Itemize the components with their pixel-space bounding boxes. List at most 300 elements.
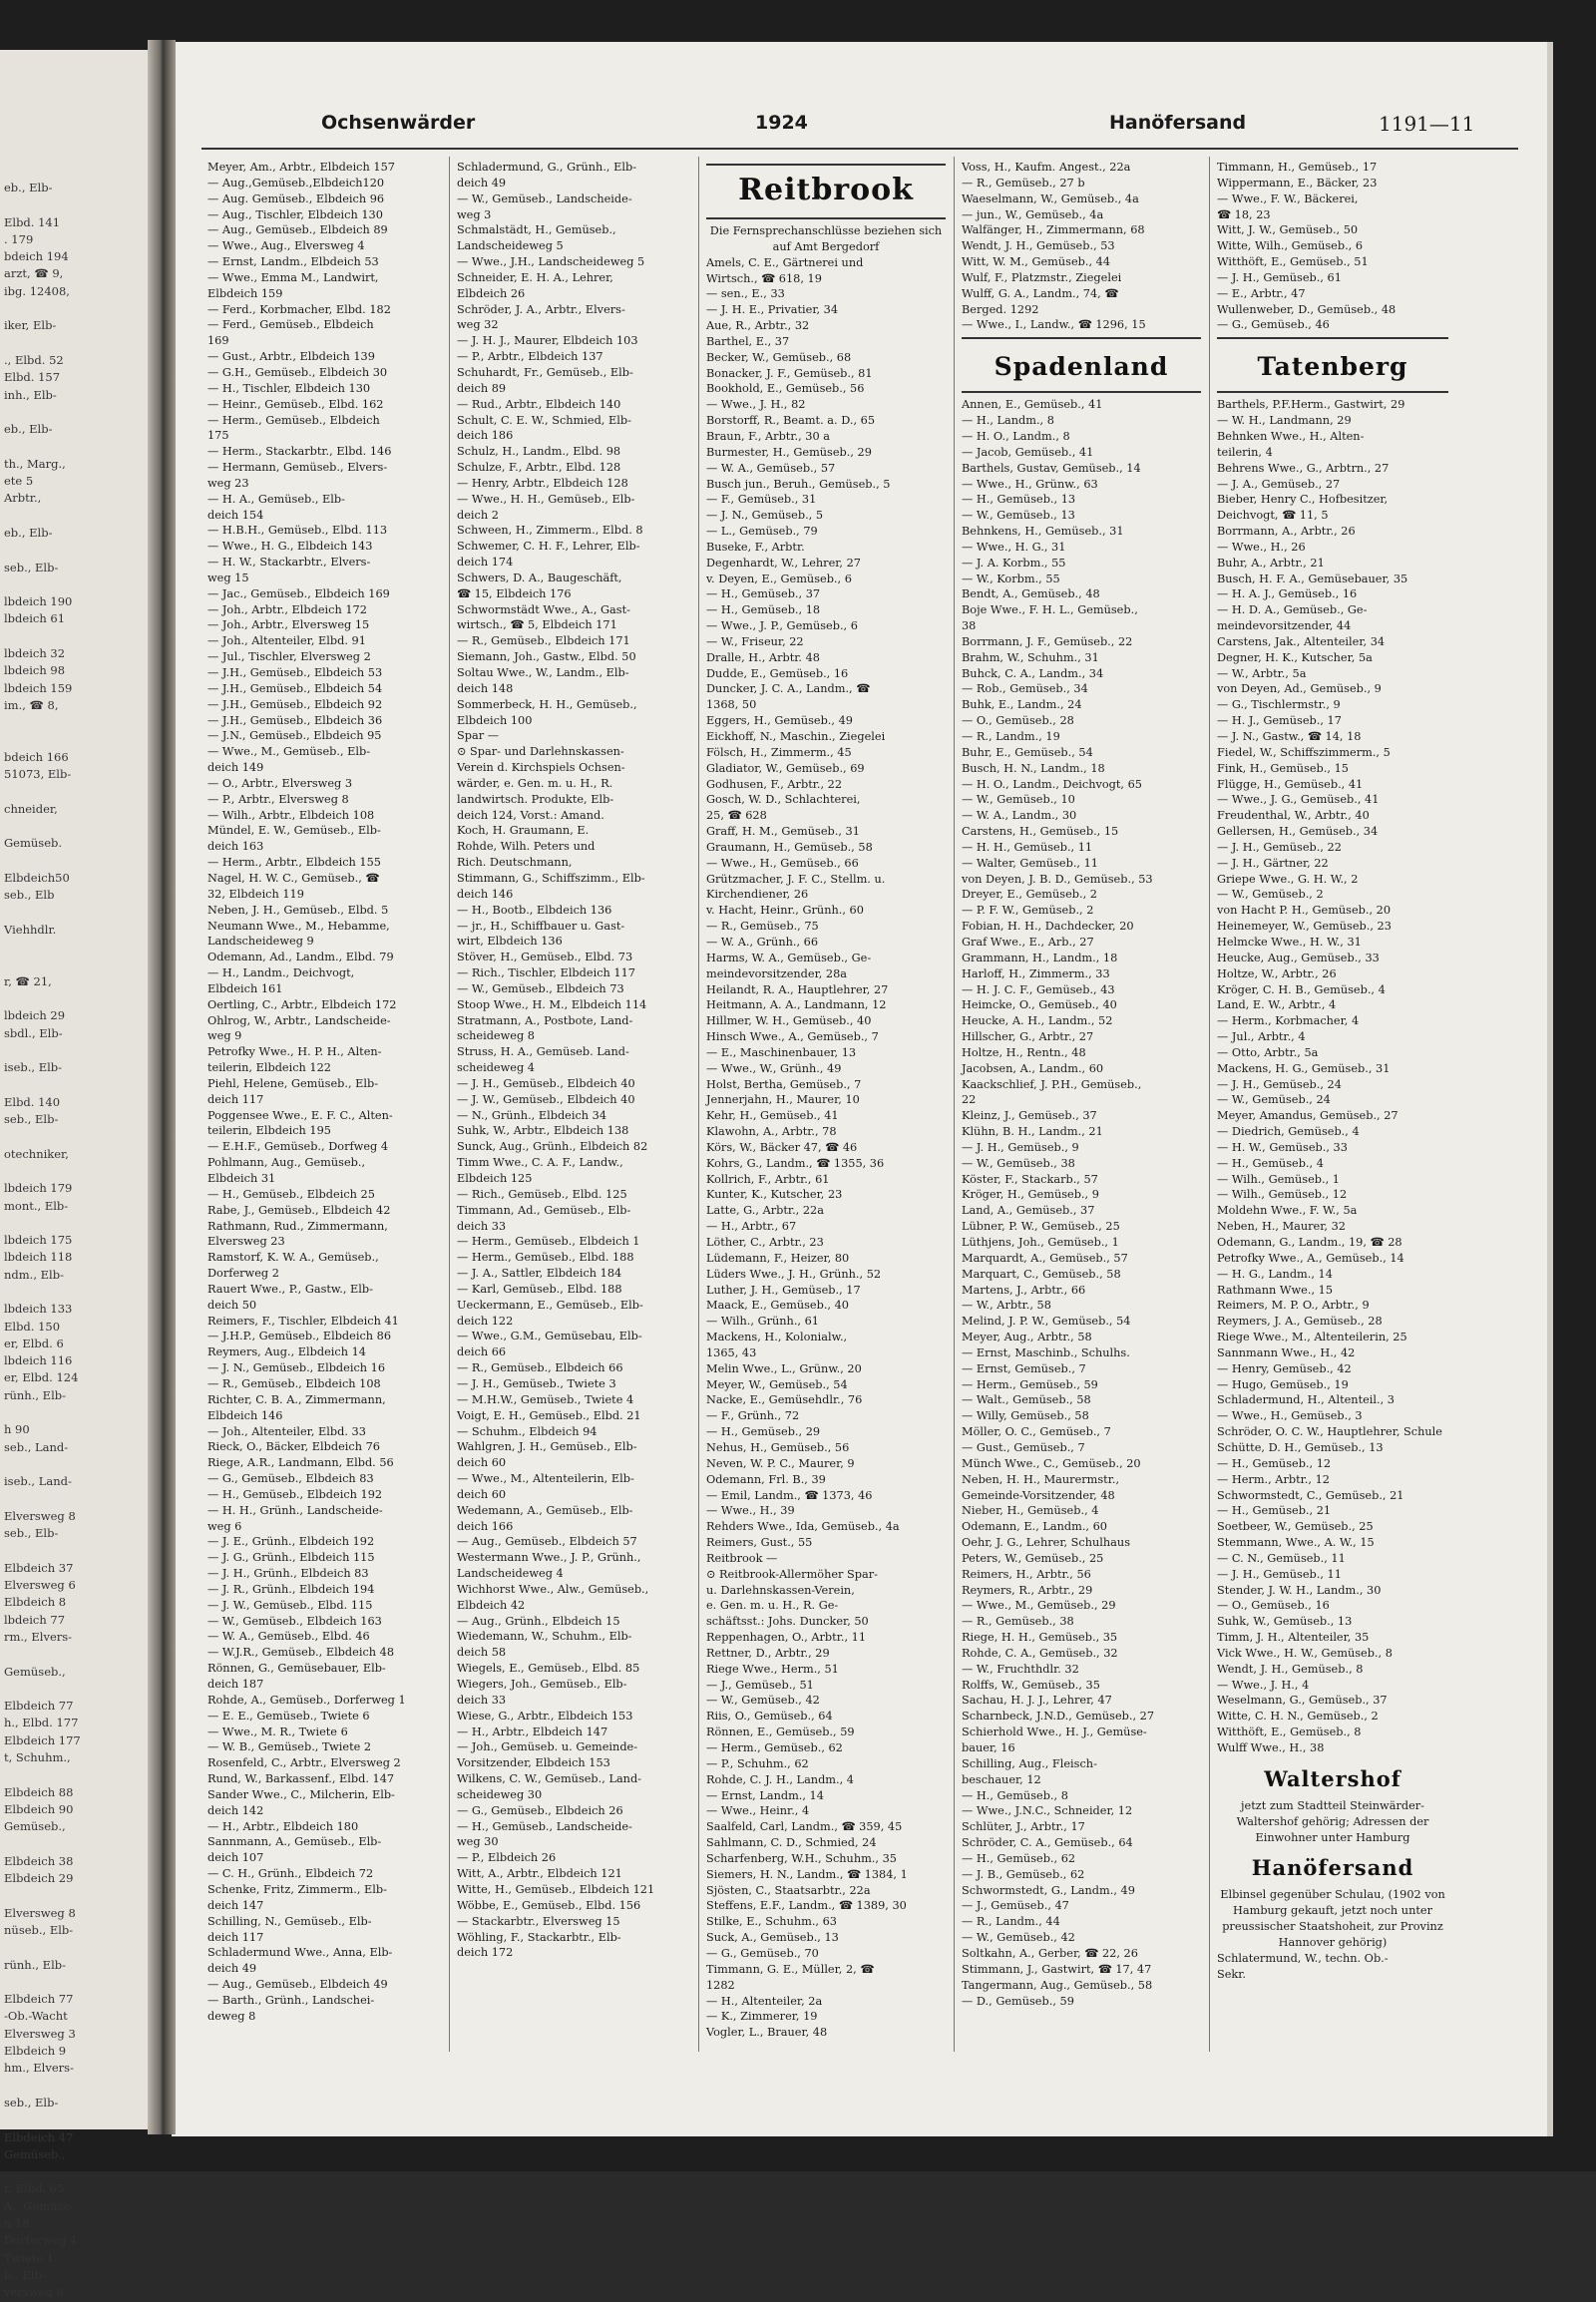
directory-entry: Klawohn, A., Arbtr., 78 [706,1125,837,1139]
directory-entry: — Wwe., J. H., 4 [1217,1678,1310,1692]
directory-entry: v. Deyen, E., Gemüseb., 6 [706,572,852,585]
directory-entry: Harloff, H., Zimmerm., 33 [962,966,1110,980]
directory-entry: — Aug., Gemüseb., Elbdeich 49 [207,1978,388,1992]
directory-entry: — J.H., Gemüseb., Elbdeich 36 [207,713,383,727]
directory-entry: — Wwe., J. G., Gemüseb., 41 [1217,793,1380,807]
directory-entry: — P., Elbdeich 26 [457,1851,557,1865]
directory-entry: 22 [962,1093,977,1107]
directory-entry: Fölsch, H., Zimmerm., 45 [706,745,852,759]
directory-entry: Sannmann, A., Gemüseb., Elb- [207,1835,382,1849]
directory-entry: Vick Wwe., H. W., Gemüseb., 8 [1217,1646,1393,1660]
left-page-line: Elbdeich 29 [4,1871,74,1886]
directory-entry: Graumann, H., Gemüseb., 58 [706,840,873,854]
left-page-line: eb., Elb- [4,181,53,194]
directory-entry: — H., Gemüseb., 18 [706,603,821,617]
left-page-line: Gemüseb. [4,836,63,851]
directory-entry: — Wwe., H., Grünw., 63 [962,477,1098,491]
directory-entry: Meyer, Aug., Arbtr., 58 [962,1331,1092,1344]
column-4 [962,160,1201,2009]
directory-entry: deich 186 [457,429,514,443]
directory-entry: — Wwe., G.M., Gemüsebau, Elb- [457,1330,642,1343]
directory-entry: meindevorsitzender, 28a [706,966,848,980]
directory-entry: — H., Gemüseb., 29 [706,1425,821,1439]
directory-entry: Neben, J. H., Gemüseb., Elbd. 5 [207,903,389,917]
left-page-line: sbdl., Elb- [4,1025,63,1040]
column-4-top-entries [962,160,1201,333]
left-page-line [4,904,154,921]
left-page-line: versweg 8 [4,2285,64,2300]
directory-entry: deich 172 [457,1946,514,1960]
directory-entry: Marquart, C., Gemüseb., 58 [962,1267,1121,1281]
directory-entry: — L., Gemüseb., 79 [706,525,818,539]
directory-entry: — Stackarbtr., Elversweg 15 [457,1914,620,1928]
directory-entry: von Hacht P. H., Gemüseb., 20 [1217,904,1392,918]
directory-entry: — Jul., Arbtr., 4 [1217,1030,1306,1044]
directory-entry: Schlüter, J., Arbtr., 17 [962,1820,1085,1834]
directory-entry: Kaackschlief, J. P.H., Gemüseb., [962,1077,1142,1091]
column-divider [698,157,699,2052]
left-page-line: Elbdeich 8 [4,1595,67,1610]
directory-entry: — R., Gemüseb., Elbdeich 108 [207,1376,381,1390]
directory-entry: — Wwe., Heinr., 4 [706,1804,810,1818]
directory-entry: Melind, J. P. W., Gemüseb., 54 [962,1315,1131,1329]
directory-entry: Piehl, Helene, Gemüseb., Elb- [207,1076,379,1090]
directory-entry: Godhusen, F., Arbtr., 22 [706,777,843,791]
directory-entry: — Wwe., M., Gemüseb., 29 [962,1599,1116,1613]
directory-entry: Rolffs, W., Gemüseb., 35 [962,1678,1100,1692]
left-page-line: r, Elbd. 65 [4,2181,65,2196]
directory-entry: — W., Gemüseb., Elbdeich 163 [207,1614,382,1628]
directory-entry: Spar — [457,729,499,743]
directory-entry: — P., Arbtr., Elversweg 8 [207,792,349,806]
left-page-line [4,990,154,1007]
spadenland-heading-box [962,337,1201,393]
directory-entry: — W., Arbtr., 5a [1217,666,1307,680]
directory-entry: Dudde, E., Gemüseb., 16 [706,666,849,680]
directory-entry: Heinemeyer, W., Gemüseb., 23 [1217,920,1392,934]
directory-entry: — H., Arbtr., Elbdeich 180 [207,1819,359,1833]
directory-entry: Wilkens, C. W., Gemüseb., Land- [457,1772,642,1786]
directory-entry: — J. H., Gemüseb., 9 [962,1140,1079,1154]
directory-entry: Mackens, H. G., Gemüseb., 31 [1217,1061,1391,1075]
directory-entry: Aue, R., Arbtr., 32 [706,319,810,333]
directory-entry: Schütte, D. H., Gemüseb., 13 [1217,1440,1384,1454]
directory-entry: — W., Gemüseb., 24 [1217,1093,1331,1107]
left-page-line: rm., Elvers- [4,1629,73,1644]
directory-entry: Becker, W., Gemüseb., 68 [706,350,852,364]
directory-entry: — P., Schuhm., 62 [706,1756,809,1770]
directory-entry: — Wwe., I., Landw., ☎ 1296, 15 [962,318,1146,332]
left-page-line: otechniker, [4,1146,69,1161]
directory-entry: Riege Wwe., Herm., 51 [706,1662,839,1676]
left-page-line: Elversweg 6 [4,1578,76,1593]
directory-entry: — H., Gemüseb., 21 [1217,1504,1332,1518]
left-page-line: Twiete 1 [4,2250,54,2265]
directory-entry: Witthöft, E., Gemüseb., 51 [1217,255,1369,269]
directory-entry: — Gust., Arbtr., Elbdeich 139 [207,350,375,364]
directory-entry: Körs, W., Bäcker 47, ☎ 46 [706,1140,858,1154]
directory-entry: Grützmacher, J. F. C., Stellm. u. [706,872,886,886]
directory-entry: — W., Gemüseb., Landscheide- [457,192,632,205]
directory-entry: Deichvogt, ☎ 11, 5 [1217,509,1329,523]
directory-entry: Witte, H., Gemüseb., Elbdeich 121 [457,1882,655,1896]
directory-entry: — Wwe., H., 39 [706,1504,795,1518]
directory-entry: Bonacker, J. F., Gemüseb., 81 [706,366,873,380]
directory-entry: — W., Gemüseb., 13 [962,509,1075,523]
directory-entry: — Rob., Gemüseb., 34 [962,682,1088,696]
directory-entry: Sunck, Aug., Grünh., Elbdeich 82 [457,1140,648,1154]
directory-entry: Rönnen, E., Gemüseb., 59 [706,1726,855,1739]
directory-entry: Rathmann Wwe., 15 [1217,1283,1334,1297]
directory-entry: Oehr, J. G., Lehrer, Schulhaus [962,1536,1130,1550]
left-page-line: arzt, ☎ 9, [4,266,64,281]
directory-entry: Kohrs, G., Landm., ☎ 1355, 36 [706,1156,885,1170]
directory-entry: Reimers, H., Arbtr., 56 [962,1567,1091,1581]
directory-entry: Odemann, E., Landm., 60 [962,1520,1107,1534]
directory-entry: schäftsst.: Johs. Duncker, 50 [706,1615,869,1629]
left-page-line [4,956,154,972]
left-page-line [4,783,154,800]
directory-entry: — C. H., Grünh., Elbdeich 72 [207,1867,374,1881]
directory-entry: Holtze, W., Arbtr., 26 [1217,966,1337,980]
directory-entry: Borrmann, A., Arbtr., 26 [1217,525,1356,539]
directory-entry: Siemann, Joh., Gastw., Elbd. 50 [457,650,636,664]
directory-entry: — H. A., Gemüseb., Elb- [207,492,345,506]
directory-entry: Stimmann, J., Gastwirt, ☎ 17, 47 [962,1962,1152,1976]
directory-entry: Marquardt, A., Gemüseb., 57 [962,1251,1128,1265]
directory-entry: Rathmann, Rud., Zimmermann, [207,1219,388,1233]
directory-entry: Wiegers, Joh., Gemüseb., Elb- [457,1678,627,1691]
left-page-line: ndm., Elb- [4,1267,64,1282]
directory-entry: Rosenfeld, C., Arbtr., Elversweg 2 [207,1756,401,1770]
section-note-hanoefersand: Elbinsel gegenüber Schulau, (1902 von Hamburg gekauft, jetzt noch unter preussischer Staatshoheit, zur Provinz Hannover gehörig) [1220,1888,1445,1949]
directory-entry: — Wwe., J.N.C., Schneider, 12 [962,1804,1133,1818]
directory-entry: — Ferd., Gemüseb., Elbdeich [207,318,374,332]
directory-entry: — J. H., Grünh., Elbdeich 83 [207,1567,369,1581]
directory-entry: — Wwe., M., Altenteilerin, Elb- [457,1472,634,1486]
left-page-line: lbdeich 159 [4,680,73,695]
left-page-line [4,1766,154,1783]
left-page-line: Elbdeich 77 [4,1992,74,2007]
directory-entry: Schilling, Aug., Fleisch- [962,1756,1097,1770]
left-page-line [4,818,154,835]
directory-entry: — H., Landm., 8 [962,414,1054,428]
directory-entry: Suhk, W., Gemüseb., 13 [1217,1615,1353,1629]
directory-entry: Rohde, C. A., Gemüseb., 32 [962,1646,1118,1660]
directory-entry: Klühn, B. H., Landm., 21 [962,1125,1103,1139]
directory-entry: Möller, O. C., Gemüseb., 7 [962,1425,1111,1439]
directory-entry: Holtze, H., Rentn., 48 [962,1045,1086,1059]
directory-entry: deich 117 [207,1092,264,1106]
spadenland-entries [962,397,1201,2009]
directory-entry: Graff, H. M., Gemüseb., 31 [706,825,860,839]
left-page-line [4,1836,154,1853]
directory-entry: — Aug., Gemüseb., Elbdeich 57 [457,1535,637,1549]
directory-entry: Neumann Wwe., M., Hebamme, [207,919,390,933]
directory-entry: — E.H.F., Gemüseb., Dorfweg 4 [207,1140,389,1154]
directory-entry: Scharfenberg, W.H., Schuhm., 35 [706,1851,897,1865]
left-page-line: Elbd. 157 [4,370,61,385]
directory-entry: Koch, H. Graumann, E. [457,824,590,838]
left-page-line: Gemüseb., [4,1664,66,1679]
directory-entry: teilerin, 4 [1217,445,1273,459]
directory-entry: Reymers, R., Arbtr., 29 [962,1583,1093,1597]
directory-entry: Stratmann, A., Postbote, Land- [457,1013,633,1027]
left-page-line: lbdeich 77 [4,1612,66,1627]
directory-entry: — J. H., Gemüseb., 11 [1217,1567,1342,1581]
directory-entry: ⊙ Reitbrook-Allermöher Spar- [706,1567,878,1581]
left-page-line: Elbdeich 90 [4,1801,74,1816]
left-page-line [4,438,154,455]
directory-entry: Elbdeich 42 [457,1598,526,1612]
header-year: 1924 [755,112,808,134]
directory-entry: Wahlgren, J. H., Gemüseb., Elb- [457,1440,637,1454]
directory-entry: deich 163 [207,840,264,854]
directory-entry: Degner, H. K., Kutscher, 5a [1217,650,1373,664]
left-page-line [4,1076,154,1093]
directory-entry: — Aug. Gemüseb., Elbdeich 96 [207,192,385,205]
directory-entry: Borrmann, J. F., Gemüseb., 22 [962,634,1133,648]
directory-entry: Voss, H., Kaufm. Angest., 22a [962,161,1131,174]
directory-entry: Elbdeich 31 [207,1172,276,1185]
directory-entry: ☎ 15, Elbdeich 176 [457,586,572,600]
directory-entry: Rabe, J., Gemüseb., Elbdeich 42 [207,1203,391,1217]
section-title-spadenland: Spadenland [994,352,1169,382]
left-page-line: eb., Elb- [4,422,53,437]
directory-entry: Schwormstädt Wwe., A., Gast- [457,602,630,616]
directory-entry: Fink, H., Gemüseb., 15 [1217,761,1349,775]
directory-entry: — Ernst, Landm., Elbdeich 53 [207,255,379,269]
directory-entry: — Willy, Gemüseb., 58 [962,1409,1089,1423]
directory-entry: Schwers, D. A., Baugeschäft, [457,571,622,584]
directory-entry: — D., Gemüseb., 59 [962,1994,1074,2008]
directory-entry: — Joh., Gemüseb. u. Gemeinde- [457,1740,638,1754]
left-page-line: seb., Elb- [4,2095,59,2110]
directory-entry: von Deyen, Ad., Gemüseb., 9 [1217,682,1382,696]
directory-entry: Stoop Wwe., H. M., Elbdeich 114 [457,997,647,1011]
directory-entry: Hinsch Wwe., A., Gemüseb., 7 [706,1030,879,1044]
directory-entry: Behnkens, H., Gemüseb., 31 [962,525,1124,539]
directory-entry: deich 187 [207,1678,264,1691]
directory-entry: weg 32 [457,318,499,332]
directory-entry: — Wwe., Emma M., Landwirt, [207,270,379,284]
directory-entry: Stimmann, G., Schiffszimm., Elb- [457,871,645,885]
directory-entry: deich 49 [457,176,507,190]
directory-entry: Amels, C. E., Gärtnerei und [706,255,864,269]
directory-entry: Elbdeich 161 [207,981,283,995]
directory-entry: deich 89 [457,381,507,395]
left-page-line [4,1939,154,1956]
directory-entry: Witthöft, E., Gemüseb., 8 [1217,1726,1362,1739]
directory-entry: — E., Arbtr., 47 [1217,286,1306,300]
reitbrook-entries [706,255,946,2041]
left-page-line: h 90 [4,1422,30,1437]
directory-entry: Wedemann, A., Gemüseb., Elb- [457,1503,633,1517]
directory-entry: deich 50 [207,1298,257,1312]
left-page-line: bdeich 166 [4,749,69,764]
directory-entry: teilerin, Elbdeich 122 [207,1061,331,1075]
directory-entry: — Ernst, Landm., 14 [706,1788,824,1802]
directory-entry: Luther, J. H., Gemüseb., 17 [706,1283,861,1297]
directory-entry: — H., Arbtr., 67 [706,1220,797,1234]
left-page-line: Elbdeich 9 [4,2044,67,2059]
directory-entry: Nehus, H., Gemüseb., 56 [706,1440,850,1454]
directory-entry: — R., Gemüseb., Elbdeich 66 [457,1361,623,1375]
directory-entry: deich 49 [207,1962,257,1976]
left-page-line [4,1646,154,1663]
directory-entry: — C. N., Gemüseb., 11 [1217,1551,1346,1565]
left-page-line: hm., Elvers- [4,2061,74,2076]
left-page-line: ., Elbd. 52 [4,352,64,367]
directory-entry: Petrofky Wwe., H. P. H., Alten- [207,1045,382,1059]
directory-entry: Busch jun., Beruh., Gemüseb., 5 [706,477,891,491]
left-page-line: im., ☎ 8, [4,697,59,712]
directory-entry: — Wwe., Aug., Elversweg 4 [207,239,365,253]
directory-entry: Rohde, C. J. H., Landm., 4 [706,1772,854,1786]
directory-entry: Timmann, H., Gemüseb., 17 [1217,161,1378,174]
directory-entry: wirt, Elbdeich 136 [457,935,563,949]
directory-entry: — P. F. W., Gemüseb., 2 [962,904,1094,918]
directory-entry: — H., Gemüseb., 12 [1217,1456,1332,1470]
directory-entry: Mackens, H., Kolonialw., [706,1331,848,1344]
directory-entry: Wiegels, E., Gemüseb., Elbd. 85 [457,1662,640,1676]
directory-entry: Riis, O., Gemüseb., 64 [706,1710,833,1724]
left-page-line: b., Elb- [4,2267,46,2282]
directory-entry: Bookhold, E., Gemüseb., 56 [706,382,865,396]
directory-entry: Barthels, P.F.Herm., Gastwirt, 29 [1217,398,1405,412]
directory-entry: Dorferweg 2 [207,1267,279,1281]
left-page-line: Dorferweg 4 [4,2233,78,2248]
directory-entry: Land, A., Gemüseb., 37 [962,1204,1095,1218]
column-divider [449,157,450,2052]
directory-entry: Lüdemann, F., Heizer, 80 [706,1251,850,1265]
left-page-line: lbdeich 116 [4,1353,73,1368]
directory-entry: Fobian, H. H., Dachdecker, 20 [962,920,1134,934]
directory-entry: Wendt, J. H., Gemüseb., 8 [1217,1662,1364,1676]
directory-entry: Peters, W., Gemüseb., 25 [962,1551,1104,1565]
directory-entry: Buhk, E., Landm., 24 [962,698,1082,712]
left-page-line: lbdeich 118 [4,1250,73,1265]
directory-entry: Latte, G., Arbtr., 22a [706,1204,824,1218]
directory-entry: — J. A., Sattler, Elbdeich 184 [457,1267,622,1281]
directory-entry: Schierhold Wwe., H. J., Gemüse- [962,1726,1147,1739]
directory-entry: ☎ 18, 23 [1217,207,1271,221]
directory-entry: Nagel, H. W. C., Gemüseb., ☎ [207,871,380,885]
left-page-line: seb., Land- [4,1439,69,1454]
directory-entry: Wulf, F., Platzmstr., Ziegelei [962,270,1122,284]
left-page-line: chneider, [4,801,58,816]
directory-entry: — J. H., Gemüseb., Twiete 3 [457,1376,616,1390]
directory-entry: Elbdeich 26 [457,286,526,300]
left-page-line: Elbdeich 47 [4,2129,74,2144]
directory-entry: Meyer, W., Gemüseb., 54 [706,1377,848,1391]
left-page-line: seb., Elb- [4,1526,59,1541]
left-page-line [4,1974,154,1991]
directory-entry: Wirtsch., ☎ 618, 19 [706,271,822,285]
directory-entry: — Aug., Tischler, Elbdeich 130 [207,207,383,221]
left-page-line: lbdeich 98 [4,663,66,678]
directory-entry: weg 15 [207,571,249,584]
left-page-line: Elbdeich 177 [4,1732,81,1747]
section-title-reitbrook: Reitbrook [738,173,914,207]
left-page-line [4,1491,154,1508]
directory-entry: Stender, J. W. H., Landm., 30 [1217,1583,1382,1597]
directory-entry: — G.H., Gemüseb., Elbdeich 30 [207,365,388,379]
left-page-line: Viehhdlr. [4,922,57,937]
directory-entry: — J. H., Gemüseb., Elbdeich 40 [457,1076,635,1090]
left-page-line: mont., Elb- [4,1198,69,1213]
directory-entry: weg 30 [457,1835,499,1849]
directory-entry: Meyer, Amandus, Gemüseb., 27 [1217,1109,1398,1123]
left-page-line [4,1887,154,1904]
directory-entry: — H. G., Landm., 14 [1217,1267,1333,1281]
directory-entry: ⊙ Spar- und Darlehnskassen- [457,745,624,759]
directory-entry: Schröder, O. C. W., Hauptlehrer, Schule [1217,1425,1442,1439]
left-page-line [4,1042,154,1059]
directory-entry: Schröder, C. A., Gemüseb., 64 [962,1836,1133,1850]
directory-entry: — W. A., Grünh., 66 [706,935,819,949]
directory-entry: deich 149 [207,761,264,775]
directory-entry: Schneider, E. H. A., Lehrer, [457,270,613,284]
left-page-line: Elbdeich 77 [4,1699,74,1714]
directory-entry: Suck, A., Gemüseb., 13 [706,1931,839,1945]
left-page-line: lbdeich 190 [4,594,73,609]
directory-entry: v. Hacht, Heinr., Grünh., 60 [706,904,864,918]
directory-entry: Siemers, H. N., Landm., ☎ 1384, 1 [706,1867,908,1881]
directory-entry: Struss, H. A., Gemüseb. Land- [457,1045,629,1059]
left-page-line [4,335,154,352]
left-page-line: bdeich 194 [4,249,69,264]
directory-entry: — J. H., Gemüseb., 24 [1217,1077,1342,1091]
directory-entry: Landscheideweg 9 [207,935,314,949]
directory-entry: — J. H., Gemüseb., 22 [1217,840,1342,854]
directory-entry: — Jacob, Gemüseb., 41 [962,445,1094,459]
directory-entry: weg 23 [207,476,249,490]
directory-entry: Witt, W. M., Gemüseb., 44 [962,255,1111,269]
directory-entry: deich 58 [457,1646,507,1660]
directory-entry: — Wwe., H., 26 [1217,540,1306,554]
directory-entry: — R., Gemüseb., Elbdeich 171 [457,634,630,648]
directory-entry: Lübner, P. W., Gemüseb., 25 [962,1220,1120,1234]
directory-entry: — H. H., Grünh., Landscheide- [207,1503,383,1517]
directory-entry: — Herm., Gemüseb., Elbdeich [207,413,380,427]
directory-entry: Wulff Wwe., H., 38 [1217,1741,1325,1754]
directory-entry: deich 166 [457,1519,514,1533]
directory-entry: — Wilh., Gemüseb., 1 [1217,1172,1340,1186]
left-page-line [4,542,154,559]
directory-entry: — G., Gemüseb., 70 [706,1946,819,1960]
directory-entry: — H., Gemüseb., 37 [706,587,821,601]
directory-entry: — H.B.H., Gemüseb., Elbd. 113 [207,524,388,538]
directory-entry: — Diedrich, Gemüseb., 4 [1217,1125,1360,1139]
directory-entry: — J. N., Gemüseb., Elbdeich 16 [207,1361,386,1375]
directory-entry: Löther, C., Arbtr., 23 [706,1236,824,1249]
directory-entry: Kleinz, J., Gemüseb., 37 [962,1109,1097,1123]
directory-entry: Graf Wwe., E., Arb., 27 [962,935,1094,949]
directory-entry: — Wwe., H., Gemüseb., 66 [706,856,859,870]
directory-entry: — W., Fruchthdlr. 32 [962,1662,1079,1676]
directory-entry: Braun, F., Arbtr., 30 a [706,429,830,443]
directory-entry: Rohde, A., Gemüseb., Dorferweg 1 [207,1693,406,1707]
left-page-line [4,1456,154,1473]
left-page-line: seb., Elb- [4,1112,59,1127]
directory-entry: — J. N., Gastw., ☎ 14, 18 [1217,730,1362,743]
column-5 [1217,160,1448,1982]
directory-entry: — Wilh., Gemüseb., 12 [1217,1188,1348,1202]
directory-entry: — M.H.W., Gemüseb., Twiete 4 [457,1392,634,1406]
left-page-line: nüseb., Elb- [4,1922,74,1937]
directory-entry: — Hugo, Gemüseb., 19 [1217,1377,1349,1391]
